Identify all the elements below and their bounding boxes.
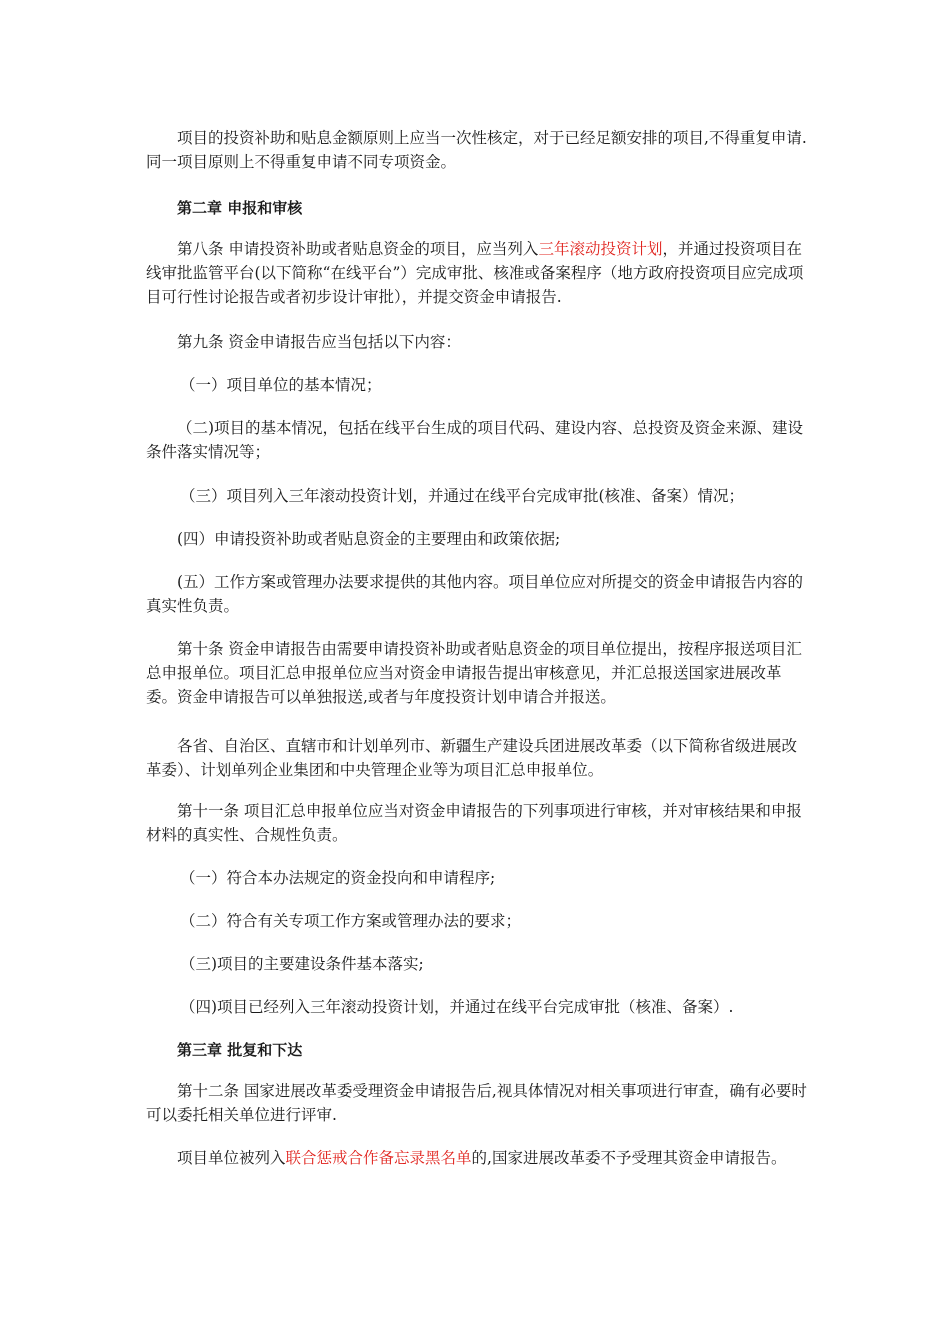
article-nine	[146, 330, 810, 354]
review-item-1	[180, 866, 810, 890]
chapter-three-heading	[177, 1038, 841, 1062]
list-item-3	[180, 484, 810, 508]
list-item-text: （三）项目列入三年滚动投资计划，并通过在线平台完成审批(核准、备案）情况；	[180, 487, 745, 505]
list-item-text: （三)项目的主要建设条件基本落实;	[180, 955, 424, 973]
list-item-5	[146, 570, 810, 618]
paragraph-applicant-units	[146, 734, 810, 782]
paragraph-investment-subsidy	[146, 126, 810, 174]
article-ten	[146, 637, 810, 709]
list-item-text: (四）申请投资补助或者贴息资金的主要理由和政策依据;	[177, 530, 561, 548]
list-item-text: （一）符合本办法规定的资金投向和申请程序;	[180, 869, 496, 887]
article-text: 第八条 申请投资补助或者贴息资金的项目，应当列入	[177, 240, 539, 258]
list-item-text: （二）符合有关专项工作方案或管理办法的要求；	[180, 912, 522, 930]
list-item-text: （一）项目单位的基本情况；	[180, 376, 382, 394]
list-item-2	[146, 416, 810, 464]
review-item-3	[180, 952, 810, 976]
paragraph-text: 的,国家进展改革委不予受理其资金申请报告。	[471, 1149, 787, 1167]
list-item-text: （四)项目已经列入三年滚动投资计划，并通过在线平台完成审批（核准、备案）.	[180, 998, 734, 1016]
article-text: 第十一条 项目汇总申报单位应当对资金申请报告的下列事项进行审核，并对审核结果和申报材料的真实性、合规性负责。	[146, 802, 802, 844]
chapter-two-heading	[177, 196, 841, 220]
article-eight	[146, 237, 810, 309]
article-text: 第十条 资金申请报告由需要申请投资补助或者贴息资金的项目单位提出，按程序报送项目汇总申报单位。项目汇总申报单位应当对资金申请报告提出审核意见，并汇总报送国家进展改革委。资金申请报告可以单独报送,或者与年度投资计划申请合并报送。	[146, 640, 802, 706]
list-item-text: (五）工作方案或管理办法要求提供的其他内容。项目单位应对所提交的资金申请报告内容的真实性负责。	[146, 573, 804, 615]
list-item-4	[177, 527, 810, 551]
article-twelve	[146, 1079, 810, 1127]
paragraph-blacklist	[146, 1146, 810, 1170]
article-text: 第九条 资金申请报告应当包括以下内容：	[177, 333, 461, 351]
link-blacklist[interactable]: 联合惩戒合作备忘录黑名单	[285, 1149, 472, 1167]
article-text: 第十二条 国家进展改革委受理资金申请报告后,视具体情况对相关事项进行审查，确有必要时可以委托相关单位进行评审.	[146, 1082, 807, 1124]
article-eleven	[146, 799, 810, 847]
heading-text: 第三章 批复和下达	[177, 1041, 303, 1059]
paragraph-text: 各省、自治区、直辖市和计划单列市、新疆生产建设兵团进展改革委（以下简称省级进展改革委）、计划单列企业集团和中央管理企业等为项目汇总申报单位。	[146, 737, 798, 779]
link-three-year-plan[interactable]: 三年滚动投资计划	[538, 240, 663, 258]
paragraph-text: 项目单位被列入	[177, 1149, 286, 1167]
review-item-2	[180, 909, 810, 933]
heading-text: 第二章 申报和审核	[177, 199, 303, 217]
article-text: ，并通过投资项目在线审批监管平台(以下简称“在线平台”）完成审批、核准或备案程序（地方政府投资项目应完成项目可行性讨论报告或者初步设计审批），并提交资金申请报告.	[146, 240, 804, 306]
review-item-4	[180, 995, 810, 1019]
paragraph-text: 项目的投资补助和贴息金额原则上应当一次性核定，对于已经足额安排的项目,不得重复申请.同一项目原则上不得重复申请不同专项资金。	[146, 129, 807, 171]
list-item-text: （二)项目的基本情况，包括在线平台生成的项目代码、建设内容、总投资及资金来源、建设条件落实情况等；	[146, 419, 804, 461]
list-item-1	[180, 373, 810, 397]
